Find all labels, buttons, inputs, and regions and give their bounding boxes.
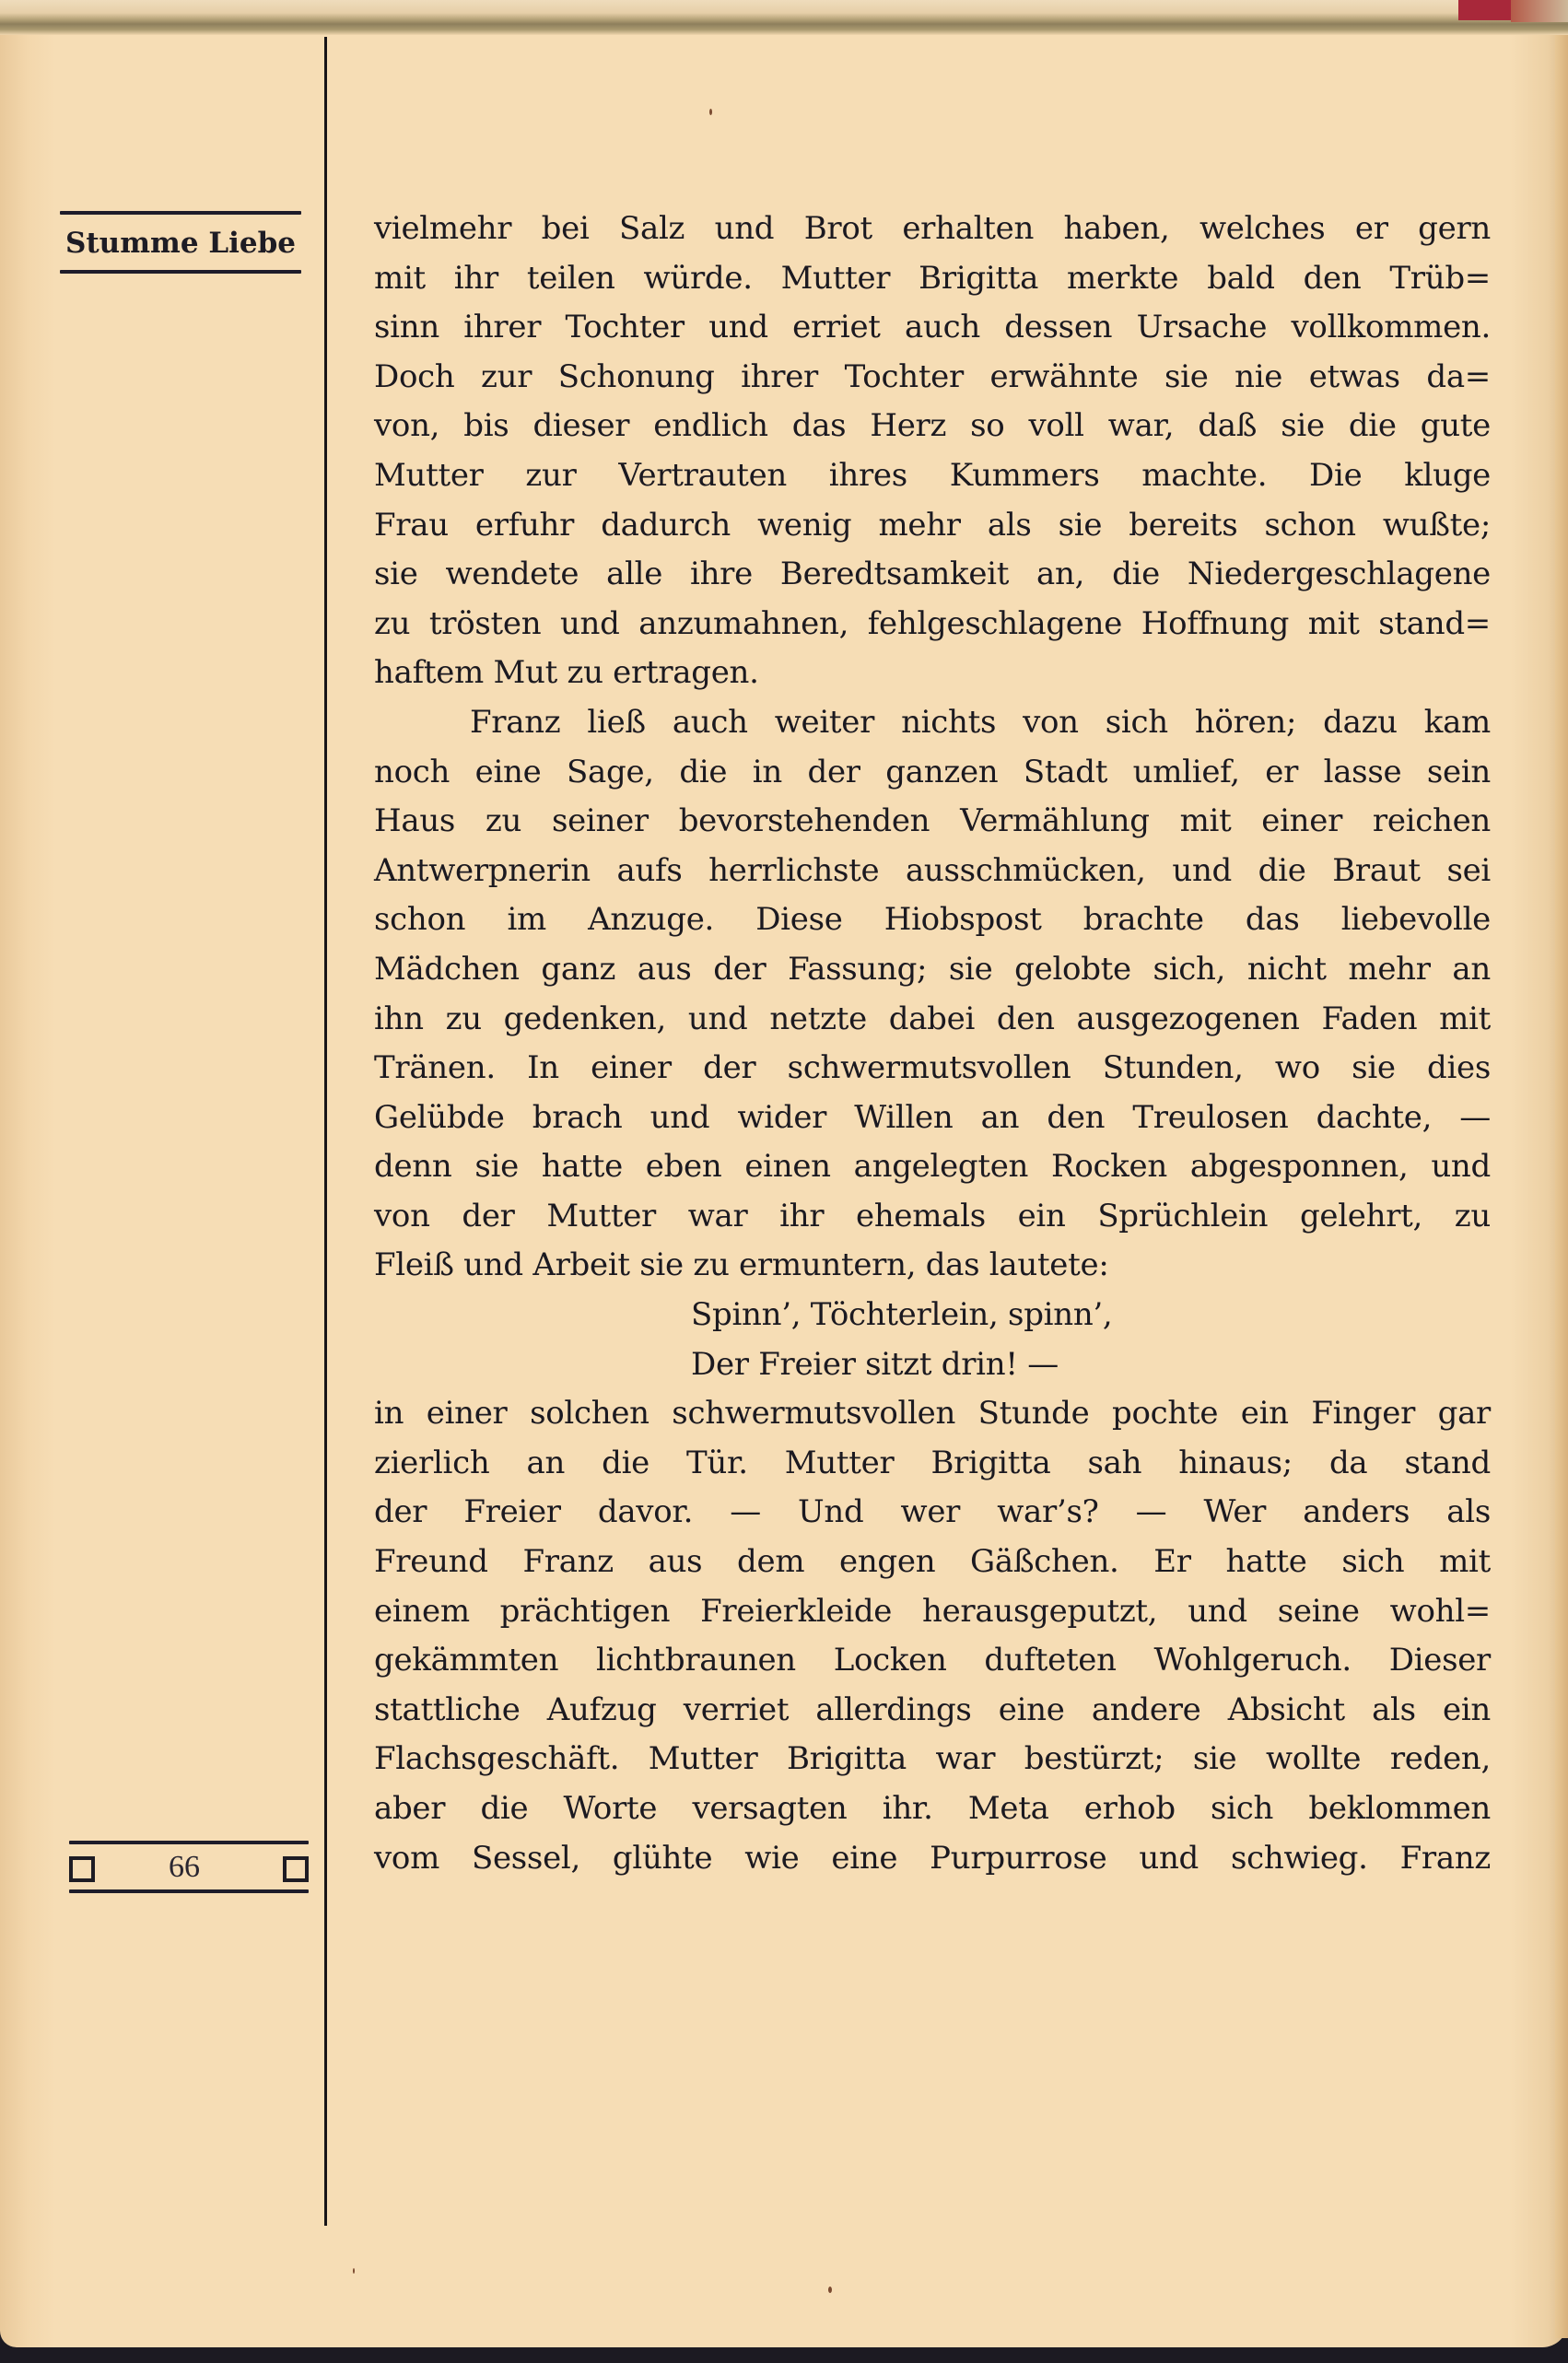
text-line: Mutter zur Vertrauten ihres Kummers machte. Die kluge	[374, 456, 1491, 494]
text-line: von der Mutter war ihr ehemals ein Sprüchlein gelehrt, zu	[374, 1197, 1491, 1234]
text-line: Gelübde brach und wider Willen an den Treulosen dachte, —	[374, 1098, 1491, 1136]
text-line: der Freier davor. — Und wer war’s? — Wer anders als	[374, 1493, 1491, 1531]
text-line: stattliche Aufzug verriet allerdings eine andere Absicht als ein	[374, 1690, 1491, 1728]
paper-speck	[828, 2287, 832, 2293]
text-line: denn sie hatte eben einen angelegten Rocken abgesponnen, und	[374, 1148, 1491, 1186]
text-line: gekämmten lichtbraunen Locken dufteten Wohlgeruch. Dieser	[374, 1642, 1491, 1679]
text-line: Fleiß und Arbeit sie zu ermuntern, das lautete:	[374, 1246, 1109, 1284]
text-line: sie wendete alle ihre Beredtsamkeit an, die Niedergeschlagene	[374, 556, 1491, 593]
margin-vertical-rule	[324, 37, 327, 2226]
title-rule-bottom	[60, 270, 301, 274]
text-line: aber die Worte versagten ihr. Meta erhob sich beklommen	[374, 1790, 1491, 1827]
text-line: vielmehr bei Salz und Brot erhalten haben, welches er gern	[374, 210, 1491, 247]
text-line: schon im Anzuge. Diese Hiobspost brachte das liebevolle	[374, 901, 1491, 939]
page-right-edge	[1555, 35, 1568, 2338]
paper-speck	[353, 2268, 355, 2274]
folio-rule-bottom	[69, 1889, 309, 1893]
text-line: zu trösten und anzumahnen, fehlgeschlagene Hoffnung mit stand=	[374, 604, 1491, 642]
folio	[55, 1847, 313, 1888]
square-ornament-icon	[69, 1856, 95, 1882]
book-cover-corner	[1511, 0, 1568, 22]
text-line: in einer solchen schwermutsvollen Stunde pochte ein Finger gar	[374, 1395, 1491, 1433]
page-top-edge	[0, 0, 1568, 35]
text-line: Flachsgeschäft. Mutter Brigitta war bestürzt; sie wollte reden,	[374, 1740, 1491, 1778]
text-line: noch eine Sage, die in der ganzen Stadt umlief, er lasse sein	[374, 753, 1491, 790]
text-line: haftem Mut zu ertragen.	[374, 654, 759, 692]
paper-speck	[709, 109, 712, 115]
text-line: Doch zur Schonung ihrer Tochter erwähnte sie nie etwas da=	[374, 357, 1491, 395]
text-line: zierlich an die Tür. Mutter Brigitta sah hinaus; da stand	[374, 1444, 1491, 1481]
text-line: ihn zu gedenken, und netzte dabei den ausgezogenen Faden mit	[374, 1000, 1491, 1037]
body-text	[374, 205, 1491, 1883]
title-rule-top	[60, 211, 301, 215]
running-title: Stumme Liebe	[64, 227, 297, 260]
text-line: Antwerpnerin aufs herrlichste ausschmücken, und die Braut sei	[374, 851, 1491, 889]
verse-line: Spinn’, Töchterlein, spinn’,	[691, 1296, 1113, 1334]
text-line: vom Sessel, glühte wie eine Purpurrose und schwieg. Franz	[374, 1839, 1491, 1877]
square-ornament-icon	[283, 1856, 309, 1882]
text-line: Mädchen ganz aus der Fassung; sie gelobte sich, nicht mehr an	[374, 950, 1491, 988]
text-line: Haus zu seiner bevorstehenden Vermählung mit einer reichen	[374, 802, 1491, 840]
text-line: Freund Franz aus dem engen Gäßchen. Er hatte sich mit	[374, 1543, 1491, 1581]
page-number: 66	[169, 1850, 200, 1884]
text-line: einem prächtigen Freierkleide herausgeputzt, und seine wohl=	[374, 1592, 1491, 1630]
text-line: Frau erfuhr dadurch wenig mehr als sie bereits schon wußte;	[374, 506, 1491, 544]
verse-line: Der Freier sitzt drin! —	[691, 1345, 1059, 1383]
text-line: sinn ihrer Tochter und erriet auch dessen Ursache vollkommen.	[374, 309, 1491, 346]
folio-rule-top	[69, 1841, 309, 1844]
text-line: mit ihr teilen würde. Mutter Brigitta merkte bald den Trüb=	[374, 259, 1491, 297]
text-line: Tränen. In einer der schwermutsvollen Stunden, wo sie dies	[374, 1049, 1491, 1087]
text-line: von, bis dieser endlich das Herz so voll war, daß sie die gute	[374, 407, 1491, 445]
text-line: Franz ließ auch weiter nichts von sich hören; dazu kam	[470, 703, 1491, 741]
